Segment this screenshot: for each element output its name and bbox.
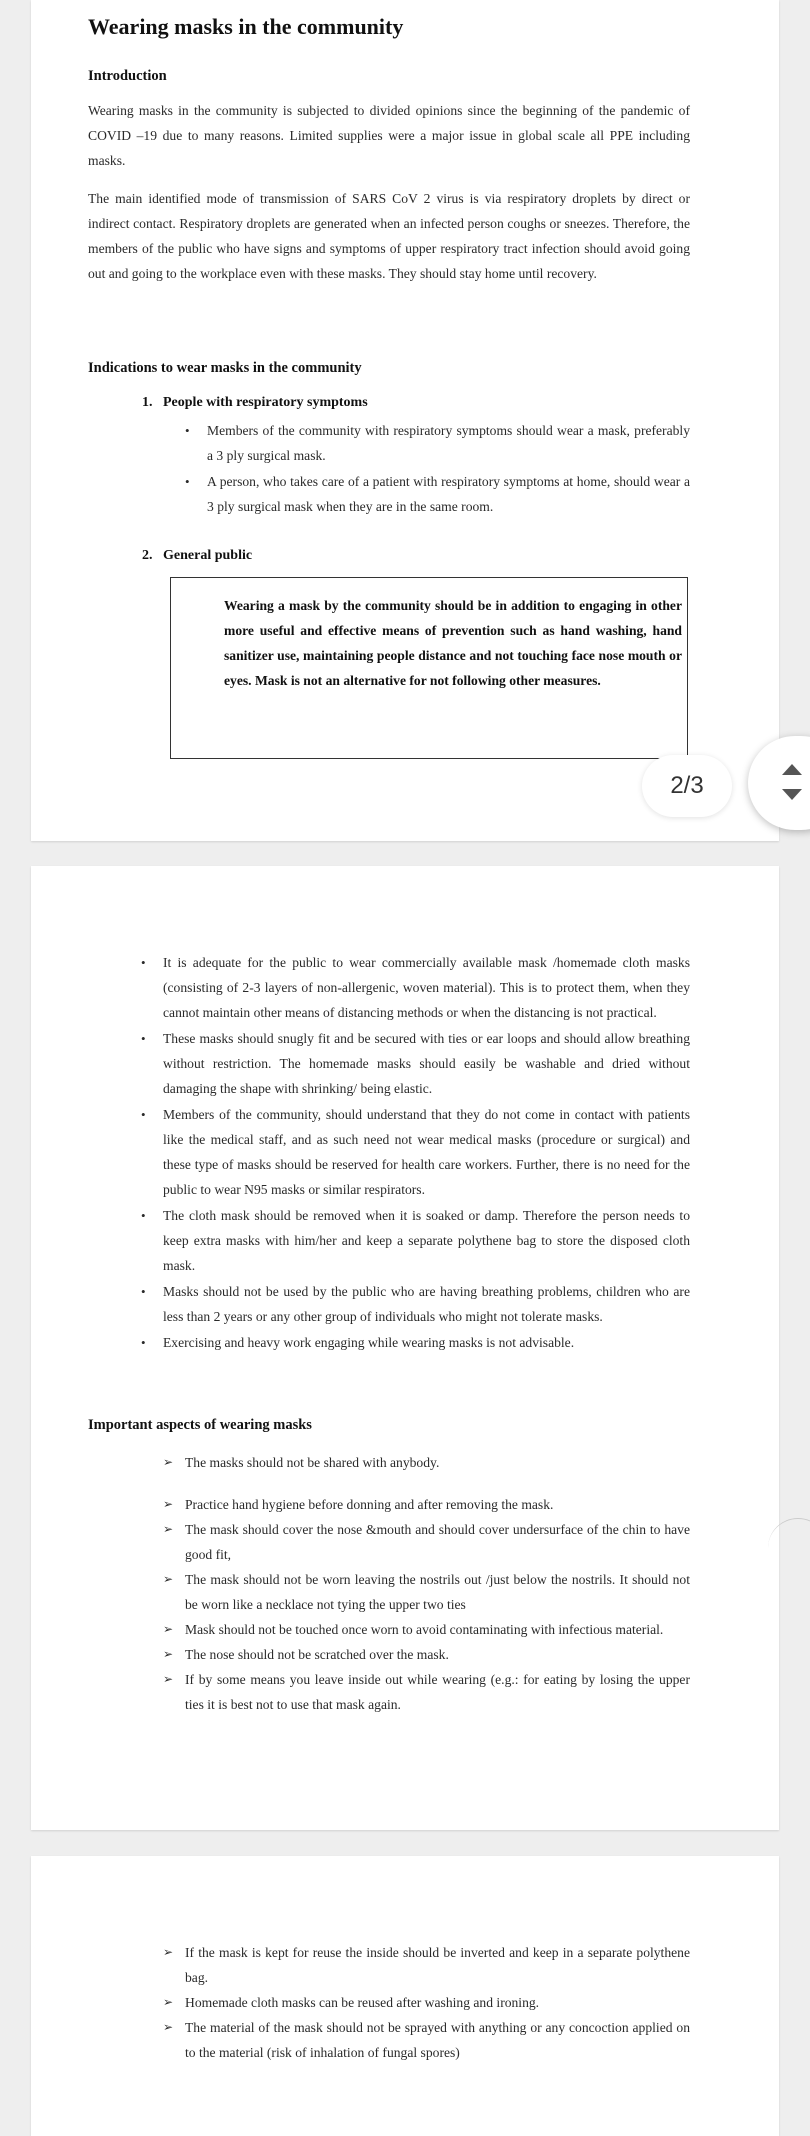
list-item-text: The mask should not be worn leaving the nostrils out /just below the nostrils. It should not be worn like a necklace not tying the upper two ties	[185, 1572, 690, 1612]
bullet-icon: •	[185, 423, 190, 438]
list-item-text: If the mask is kept for reuse the inside should be inverted and keep in a separate polythene bag.	[185, 1945, 690, 1985]
list-item	[141, 1330, 690, 1355]
list-item-text: Homemade cloth masks can be reused after washing and ironing.	[185, 1995, 540, 2010]
list-item-text: Masks should not be used by the public who are having breathing problems, children who are less than 2 years or any other group of individuals who might not tolerate masks.	[163, 1284, 690, 1324]
list-item-text: The material of the mask should not be sprayed with anything or any concoction applied on to the material (risk of inhalation of fungal spores)	[185, 2020, 690, 2060]
important-aspects-heading: Important aspects of wearing masks	[88, 1417, 312, 1433]
arrow-bullet-icon: ➢	[163, 1455, 174, 1469]
callout-text: Wearing a mask by the community should be in addition to engaging in other more useful and effective means of prevention such as hand washing, hand sanitizer use, maintaining people distance and not touching face nose mouth or eyes. Mask is not an alternative for not following other measures.	[224, 598, 682, 688]
public-bullet-list	[141, 950, 690, 1356]
arrow-bullet-icon: ➢	[163, 2020, 174, 2034]
document-title: Wearing masks in the community	[88, 14, 404, 39]
section-2-title: General public	[163, 548, 253, 563]
list-item-text: These masks should snugly fit and be secured with ties or ear loops and should allow breathing without restriction. The homemade masks should easily be washable and dried without damaging the shape with shrinking/ being elastic.	[163, 1031, 690, 1096]
section-1-heading	[142, 395, 368, 411]
list-item-text: A person, who takes care of a patient with respiratory symptoms at home, should wear a 3 ply surgical mask when they are in the same room.	[207, 474, 690, 514]
list-item	[163, 1990, 690, 2015]
list-item	[163, 1517, 690, 1567]
scroll-down-icon	[782, 789, 802, 800]
arrow-bullet-icon: ➢	[163, 1622, 174, 1636]
aspects-list	[163, 1450, 690, 1717]
arrow-bullet-icon: ➢	[163, 1672, 174, 1686]
bullet-icon: •	[141, 1335, 146, 1350]
list-item	[163, 1940, 690, 1990]
list-item	[185, 418, 690, 468]
page-number-indicator: 2/3	[642, 755, 732, 817]
list-item-text: It is adequate for the public to wear commercially available mask /homemade cloth masks (consisting of 2-3 layers of non-allergenic, woven material). This is to protect them, when they cannot maintain other means of distancing methods or when the distancing is not practical.	[163, 955, 690, 1020]
list-item	[163, 2015, 690, 2065]
list-item-text: The mask should cover the nose &mouth and should cover undersurface of the chin to have good fit,	[185, 1522, 690, 1562]
section-1-bullet-list	[185, 418, 690, 520]
list-item	[141, 1026, 690, 1101]
arrow-bullet-icon: ➢	[163, 1945, 174, 1959]
general-public-callout-box	[170, 577, 688, 759]
arrow-bullet-icon: ➢	[163, 1995, 174, 2009]
aspects-continued-list	[163, 1940, 690, 2065]
list-item-text: The cloth mask should be removed when it is soaked or damp. Therefore the person needs to keep extra masks with him/her and keep a separate polythene bag to store the disposed cloth mask.	[163, 1208, 690, 1273]
bullet-icon: •	[185, 474, 190, 489]
list-item	[163, 1567, 690, 1617]
indications-heading: Indications to wear masks in the community	[88, 360, 362, 376]
list-item-text: Exercising and heavy work engaging while wearing masks is not advisable.	[163, 1335, 575, 1350]
list-item	[163, 1617, 690, 1642]
bullet-icon: •	[141, 1107, 146, 1122]
introduction-heading: Introduction	[88, 68, 167, 84]
list-item	[163, 1450, 690, 1475]
list-item-text: The nose should not be scratched over the mask.	[185, 1647, 449, 1662]
list-item-text: Mask should not be touched once worn to avoid contaminating with infectious material.	[185, 1622, 664, 1637]
list-item-text: Members of the community, should understand that they do not come in contact with patients like the medical staff, and as such need not wear medical masks (procedure or surgical) and these type of masks should be reserved for health care workers. Further, there is no need for the public to wear N95 masks or similar respirators.	[163, 1107, 690, 1197]
list-item	[141, 950, 690, 1025]
list-item	[163, 1492, 690, 1517]
section-2-number: 2.	[142, 548, 153, 563]
arrow-bullet-icon: ➢	[163, 1647, 174, 1661]
bullet-icon: •	[141, 1284, 146, 1299]
list-item	[141, 1203, 690, 1278]
list-item	[141, 1102, 690, 1202]
bullet-icon: •	[141, 1208, 146, 1223]
arrow-bullet-icon: ➢	[163, 1572, 174, 1586]
list-item	[185, 469, 690, 519]
list-item-text: Members of the community with respiratory symptoms should wear a mask, preferably a 3 ply surgical mask.	[207, 423, 690, 463]
list-item	[141, 1279, 690, 1329]
intro-paragraph-2: The main identified mode of transmission of SARS CoV 2 virus is via respiratory droplets by direct or indirect contact. Respiratory droplets are generated when an infected person coughs or sneezes. Therefore, the members of the public who have signs and symptoms of upper respiratory tract infection should avoid going out and going to the workplace even with these masks. They should stay home until recovery.	[88, 191, 690, 281]
list-item-text: If by some means you leave inside out while wearing (e.g.: for eating by losing the upper ties it is best not to use that mask again.	[185, 1672, 690, 1712]
list-item	[163, 1667, 690, 1717]
section-1-title: People with respiratory symptoms	[163, 395, 368, 410]
arrow-bullet-icon: ➢	[163, 1522, 174, 1536]
list-item	[163, 1642, 690, 1667]
intro-paragraph-1: Wearing masks in the community is subjected to divided opinions since the beginning of the pandemic of COVID –19 due to many reasons. Limited supplies were a major issue in global scale all PPE including masks.	[88, 103, 690, 168]
bullet-icon: •	[141, 1031, 146, 1046]
scroll-up-icon	[782, 764, 802, 775]
bullet-icon: •	[141, 955, 146, 970]
list-item-text: The masks should not be shared with anybody.	[185, 1455, 440, 1470]
section-1-number: 1.	[142, 395, 153, 410]
section-2-heading	[142, 548, 252, 564]
list-item-text: Practice hand hygiene before donning and after removing the mask.	[185, 1497, 554, 1512]
arrow-bullet-icon: ➢	[163, 1497, 174, 1511]
